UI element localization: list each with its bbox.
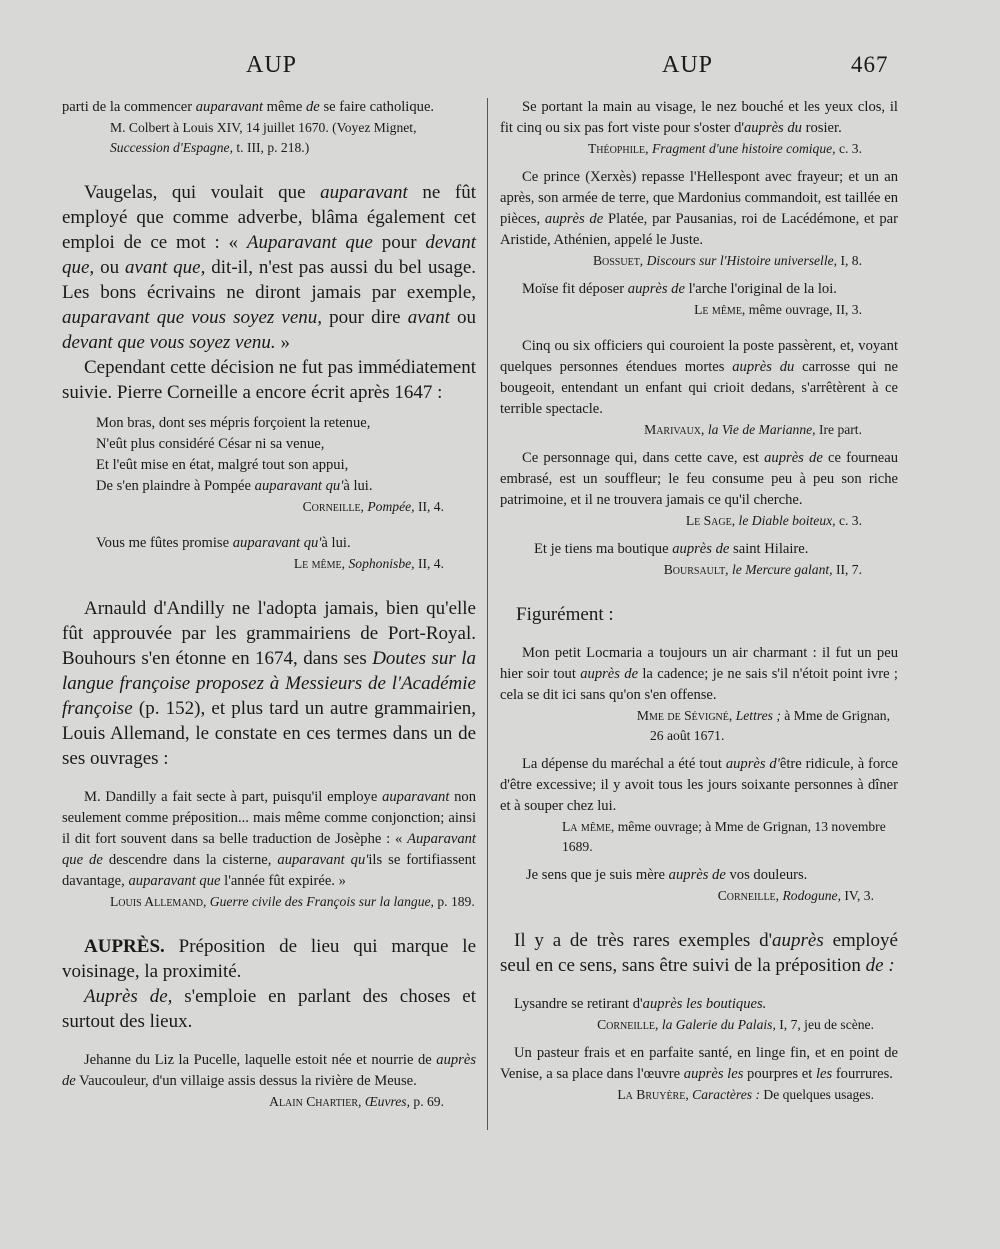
citation-marivaux: Marivaux, la Vie de Marianne, Ire part. (644, 422, 862, 437)
verse-boursault: Et je tiens ma boutique auprès de saint Hilaire. (534, 541, 809, 557)
paragraph-cependant: Cependant cette décision ne fut pas immédiatement suivie. Pierre Corneille a encore écrit après 1647 : (62, 357, 476, 403)
citation-galerie: Corneille, la Galerie du Palais, I, 7, jeu de scène. (597, 1017, 874, 1032)
citation-rodogune: Corneille, Rodogune, IV, 3. (717, 888, 874, 903)
citation-colbert: M. Colbert à Louis XIV, 14 juillet 1670. (Voyez Mignet, Succession d'Espagne, t. III, p. 218.) (110, 120, 417, 155)
quote-bruyere: Un pasteur frais et en parfaite santé, en linge fin, et en point de Venise, a sa place dans l'œuvre auprès les pourpres et les fourrures. (500, 1045, 898, 1082)
citation-bruyere: La Bruyère, Caractères : De quelques usages. (617, 1087, 874, 1102)
quote-marivaux: Cinq ou six officiers qui couroient la poste passèrent, et, voyant quelques personnes étendues mortes auprès du carrosse qui ne bougeoit, entendant un enfant qui crioit dedans, s'arrêtèrent à ce terrible spectacle. (500, 338, 898, 417)
citation-boursault: Boursault, le Mercure galant, II, 7. (663, 562, 862, 577)
citation-bossuet-2: Le même, même ouvrage, II, 3. (694, 302, 862, 317)
paragraph-vaugelas: Vaugelas, qui voulait que auparavant ne fût employé que comme adverbe, blâma également cet emploi de ce mot : « Auparavant que pour devant que, ou avant que, dit-il, n'est pas aussi du bel usage. Les bons écrivains ne diront jamais par exemple, auparavant que vous soyez venu, pour dire avant ou devant que vous soyez venu. » (62, 182, 477, 353)
quote-lesage: Ce personnage qui, dans cette cave, est auprès de ce fourneau embrasé, est un souffleur; le feu consume peu à peu son riche patrimoine, et il ne trouvera jamais ce qu'il cherche. (500, 450, 898, 508)
column-rule (487, 98, 488, 1130)
citation-pompee: Corneille, Pompée, II, 4. (302, 499, 444, 514)
headword: AUPRÈS. (84, 936, 165, 957)
citation-theophile: Théophile, Fragment d'une histoire comique, c. 3. (587, 141, 862, 156)
quote-bossuet-2: Moïse fit déposer auprès de l'arche l'original de la loi. (522, 281, 837, 297)
verse-sophonisbe: Vous me fûtes promise auparavant qu'à lui. (96, 535, 351, 551)
quote-colbert: parti de la commencer auparavant même de se faire catholique. (62, 99, 435, 115)
quote-sevigne-2: La dépense du maréchal a été tout auprès d'être ridicule, à force d'être excessive; il y avoit tous les jours soixante personnes à dîner et à souper chez lui. (500, 756, 899, 814)
paragraph-arnauld: Arnauld d'Andilly ne l'adopta jamais, bien qu'elle fût approuvée par les grammairiens de Port-Royal. Bouhours s'en étonne en 1674, dans ses Doutes sur la langue françoise proposez à Messieurs de l'Académie françoise (p. 152), et plus tard un autre grammairien, Louis Allemand, le constate en ces termes dans un de ses ouvrages : (62, 598, 477, 769)
heading-figurement: Figurément : (516, 604, 614, 625)
verse-pompee: Mon bras, dont ses mépris forçoient la retenue, N'eût plus considéré César ni sa venue, Et l'eût mise en état, malgré tout son appui, De s'en plaindre à Pompée auparavant qu'à lui. (96, 415, 373, 494)
quote-allemand: M. Dandilly a fait secte à part, puisqu'il employe auparavant non seulement comme préposition... mais même comme conjonction; ainsi il dit fort souvent dans sa belle traduction de Josèphe : « Auparavant que de descendre dans la cisterne, auparavant qu'ils se fortifiassent davantage, auparavant que l'année fût expirée. » (62, 789, 476, 889)
quote-theophile: Se portant la main au visage, le nez bouché et les yeux clos, il fit cinq ou six pas fort viste pour s'oster d'auprès du rosier. (500, 99, 898, 136)
entry-aupres: AUPRÈS. Préposition de lieu qui marque le voisinage, la proximité. (62, 936, 477, 982)
quote-chartier: Jehanne du Liz la Pucelle, laquelle estoit née et nourrie de auprès de Vaucouleur, d'un villaige assis dessus la rivière de Meuse. (62, 1052, 476, 1089)
paragraph-aupres-de: Auprès de, s'emploie en parlant des choses et surtout des lieux. (62, 986, 477, 1032)
quote-galerie: Lysandre se retirant d'auprès les boutiques. (514, 996, 767, 1012)
right-column (500, 97, 898, 1105)
citation-bossuet: Bossuet, Discours sur l'Histoire universelle, I, 8. (592, 253, 862, 268)
left-column (62, 97, 476, 1112)
page-number: 467 (851, 52, 889, 77)
citation-sevigne-date: 26 août 1671. (650, 728, 725, 743)
paragraph-rares-exemples: Il y a de très rares exemples d'auprès employé seul en ce sens, sans être suivi de la préposition de : (500, 930, 898, 976)
citation-sevigne-2: La même, même ouvrage; à Mme de Grignan, 13 novembre 1689. (562, 819, 886, 854)
citation-sevigne: Mme de Sévigné, Lettres ; à Mme de Grignan, (636, 708, 890, 723)
running-head-right: AUP (662, 52, 714, 78)
citation-chartier: Alain Chartier, Œuvres, p. 69. (269, 1094, 444, 1109)
quote-bossuet: Ce prince (Xerxès) repasse l'Hellespont avec frayeur; et un an après, son armée de terre, que Mardonius commandoit, est taillée en pièces, auprès de Platée, par Pausanias, roi de Lacédémone, et par Aristide, Athénien, appelé le Juste. (500, 169, 899, 248)
citation-lesage: Le Sage, le Diable boiteux, c. 3. (685, 513, 862, 528)
verse-rodogune: Je sens que je suis mère auprès de vos douleurs. (526, 867, 808, 883)
quote-sevigne: Mon petit Locmaria a toujours un air charmant : il fut un peu hier soir tout auprès de la cadence; je ne sais s'il n'étoit point ivre ; cela se dit ici sans qu'on s'en offense. (500, 645, 898, 703)
citation-allemand: Louis Allemand, Guerre civile des François sur la langue, p. 189. (110, 894, 475, 909)
running-head-left: AUP (246, 52, 298, 78)
citation-sophonisbe: Le même, Sophonisbe, II, 4. (293, 556, 444, 571)
